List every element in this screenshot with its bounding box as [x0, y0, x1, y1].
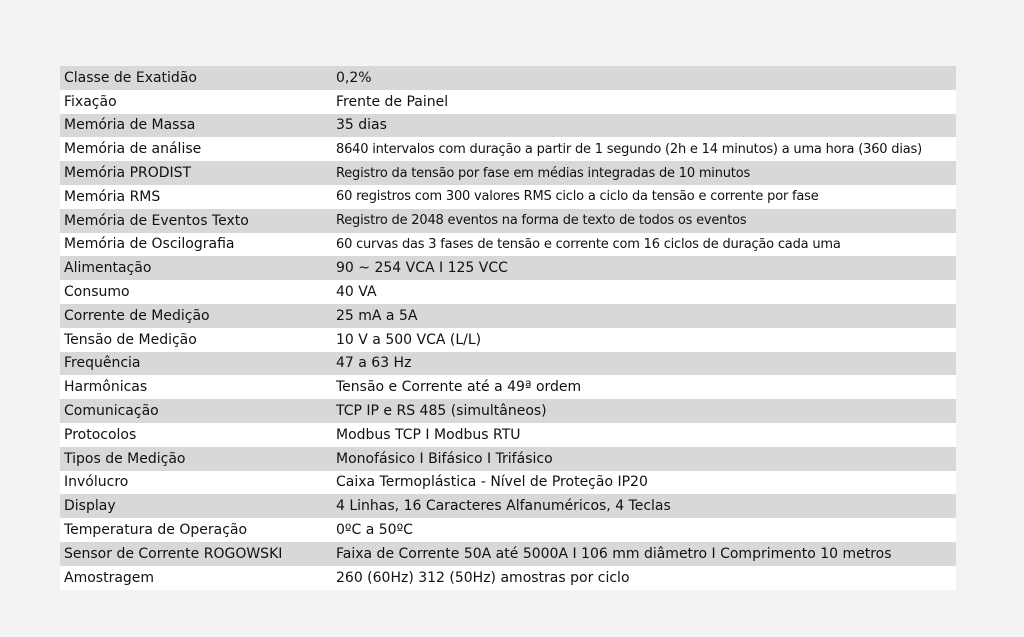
spec-value: 25 mA a 5A: [336, 304, 956, 328]
spec-value: 40 VA: [336, 280, 956, 304]
spec-label: Harmônicas: [60, 375, 336, 399]
spec-value: 90 ~ 254 VCA I 125 VCC: [336, 256, 956, 280]
spec-label: Invólucro: [60, 471, 336, 495]
spec-label: Protocolos: [60, 423, 336, 447]
table-row: [60, 375, 956, 399]
spec-value: 8640 intervalos com duração a partir de 1 segundo (2h e 14 minutos) a uma hora (360 dias): [336, 137, 956, 161]
specifications-table: [60, 66, 956, 590]
spec-value: Caixa Termoplástica - Nível de Proteção IP20: [336, 471, 956, 495]
spec-value: 35 dias: [336, 114, 956, 138]
table-row: [60, 542, 956, 566]
spec-label: Memória de análise: [60, 137, 336, 161]
spec-value: Modbus TCP I Modbus RTU: [336, 423, 956, 447]
spec-value: 260 (60Hz) 312 (50Hz) amostras por ciclo: [336, 566, 956, 590]
spec-value: 0ºC a 50ºC: [336, 518, 956, 542]
spec-label: Sensor de Corrente ROGOWSKI: [60, 542, 336, 566]
spec-value: Faixa de Corrente 50A até 5000A I 106 mm diâmetro I Comprimento 10 metros: [336, 542, 956, 566]
spec-label: Amostragem: [60, 566, 336, 590]
spec-value: 4 Linhas, 16 Caracteres Alfanuméricos, 4 Teclas: [336, 494, 956, 518]
spec-value: 10 V a 500 VCA (L/L): [336, 328, 956, 352]
spec-label: Comunicação: [60, 399, 336, 423]
table-row: [60, 280, 956, 304]
spec-label: Consumo: [60, 280, 336, 304]
spec-value: Monofásico I Bifásico I Trifásico: [336, 447, 956, 471]
table-row: [60, 185, 956, 209]
table-row: [60, 566, 956, 590]
spec-label: Temperatura de Operação: [60, 518, 336, 542]
table-row: [60, 518, 956, 542]
spec-value: 47 a 63 Hz: [336, 352, 956, 376]
table-row: [60, 399, 956, 423]
table-row: [60, 137, 956, 161]
table-row: [60, 447, 956, 471]
spec-label: Corrente de Medição: [60, 304, 336, 328]
spec-value: Tensão e Corrente até a 49ª ordem: [336, 375, 956, 399]
table-row: [60, 209, 956, 233]
table-row: [60, 66, 956, 90]
spec-label: Fixação: [60, 90, 336, 114]
spec-label: Memória PRODIST: [60, 161, 336, 185]
table-row: [60, 352, 956, 376]
table-row: [60, 256, 956, 280]
table-row: [60, 161, 956, 185]
spec-label: Tipos de Medição: [60, 447, 336, 471]
spec-label: Classe de Exatidão: [60, 66, 336, 90]
spec-label: Memória de Eventos Texto: [60, 209, 336, 233]
spec-value: TCP IP e RS 485 (simultâneos): [336, 399, 956, 423]
spec-label: Memória RMS: [60, 185, 336, 209]
table-row: [60, 90, 956, 114]
table-row: [60, 304, 956, 328]
spec-value: Registro da tensão por fase em médias integradas de 10 minutos: [336, 161, 956, 185]
table-row: [60, 114, 956, 138]
table-row: [60, 328, 956, 352]
spec-label: Memória de Massa: [60, 114, 336, 138]
spec-label: Display: [60, 494, 336, 518]
spec-label: Tensão de Medição: [60, 328, 336, 352]
table-row: [60, 233, 956, 257]
spec-value: 60 registros com 300 valores RMS ciclo a ciclo da tensão e corrente por fase: [336, 185, 956, 209]
spec-value: 60 curvas das 3 fases de tensão e corrente com 16 ciclos de duração cada uma: [336, 233, 956, 257]
spec-value: Registro de 2048 eventos na forma de texto de todos os eventos: [336, 209, 956, 233]
spec-value: 0,2%: [336, 66, 956, 90]
spec-label: Frequência: [60, 352, 336, 376]
table-row: [60, 494, 956, 518]
spec-value: Frente de Painel: [336, 90, 956, 114]
table-row: [60, 471, 956, 495]
table-row: [60, 423, 956, 447]
spec-label: Memória de Oscilografia: [60, 233, 336, 257]
spec-label: Alimentação: [60, 256, 336, 280]
